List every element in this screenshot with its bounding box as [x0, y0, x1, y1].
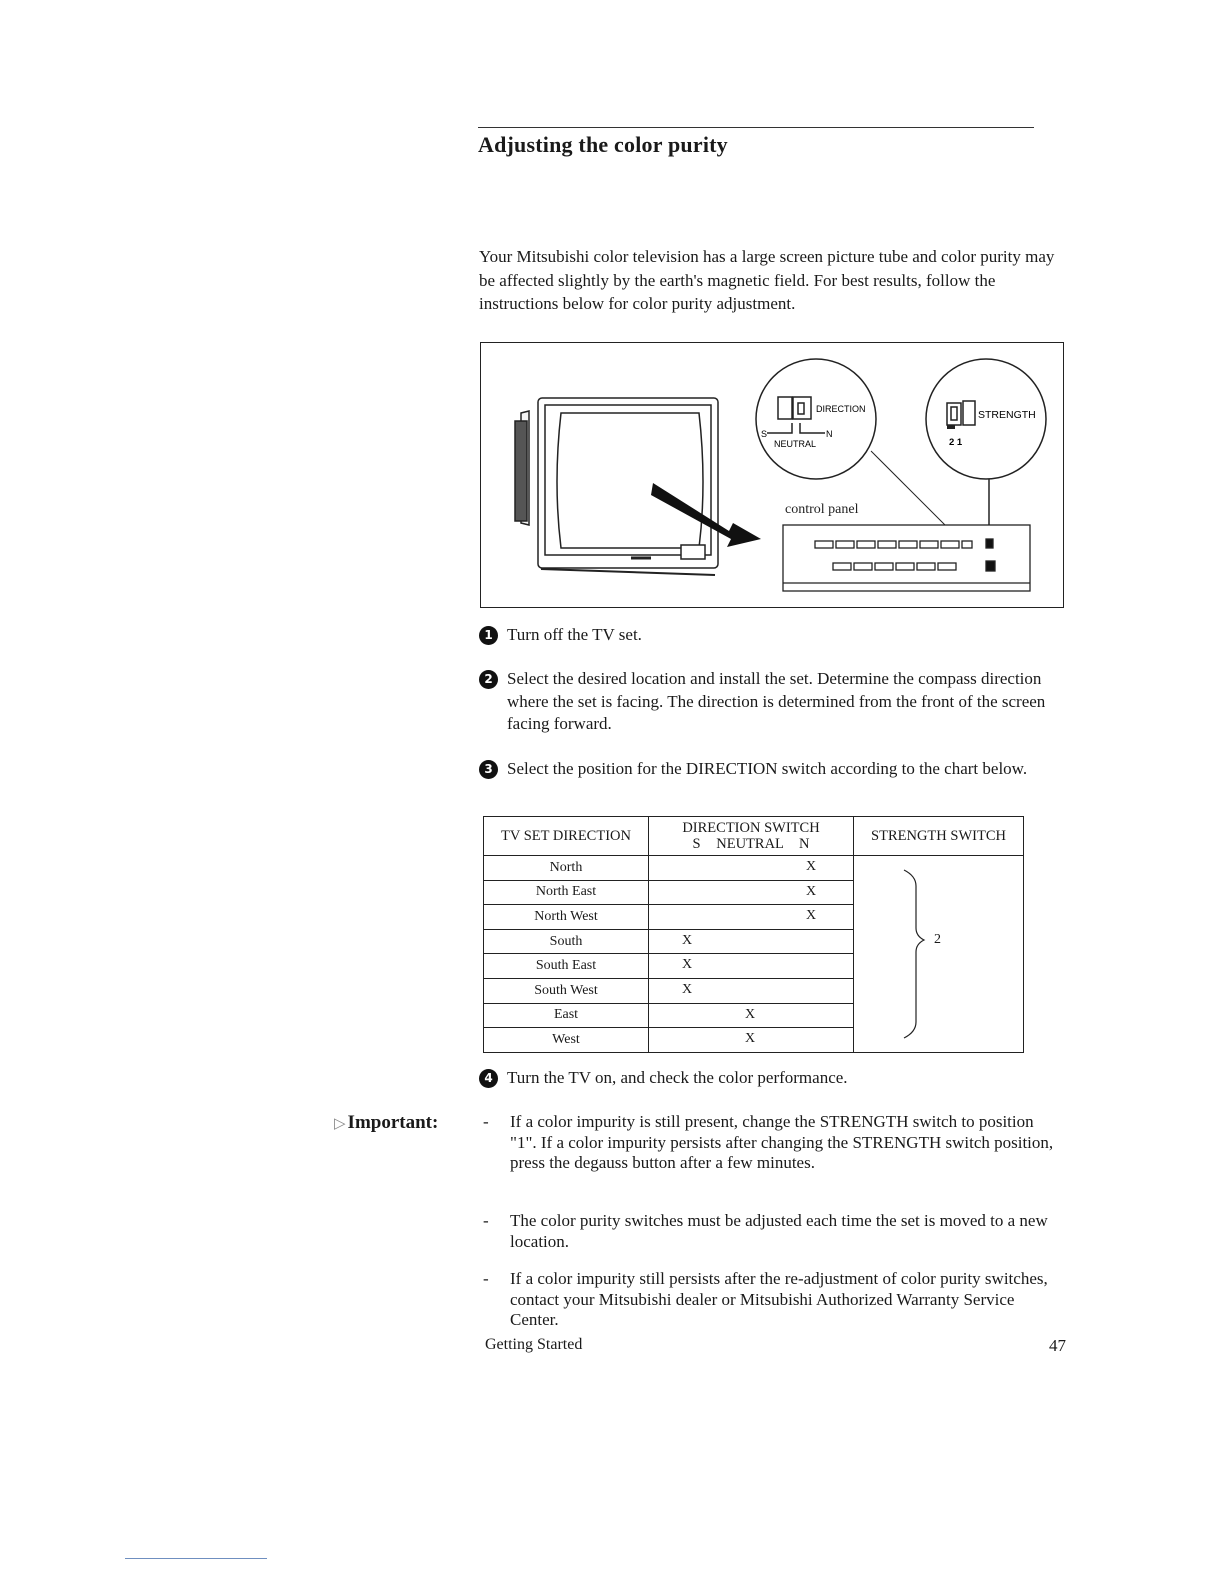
switch-mark: X — [745, 1006, 756, 1022]
direction-label: DIRECTION — [816, 404, 866, 414]
step-4 — [479, 1067, 1069, 1090]
strength-cell — [854, 856, 1024, 1053]
header-direction-switch-positions: S NEUTRAL N — [692, 836, 810, 852]
important-label — [334, 1112, 438, 1134]
note-text: If a color impurity is still present, change the STRENGTH switch to position "1". If a color impurity persists after changing the STRENGTH switch position, press the degauss button after a few minutes. — [510, 1112, 1054, 1172]
intro-paragraph: Your Mitsubishi color television has a large screen picture tube and color purity may be affected slightly by the earth's magnetic field. For best results, follow the instructions below for color purity adjustment. — [479, 247, 1055, 313]
step-text: Select the desired location and install the set. Determine the compass direction where the set is facing. The direction is determined from the front of the screen facing forward. — [507, 669, 1046, 733]
control-panel-label: control panel — [785, 502, 859, 517]
figure-illustration — [481, 343, 1065, 609]
brace-icon — [854, 856, 1023, 1052]
strength-switch-zoom-icon — [926, 359, 1046, 479]
direction-switch-zoom-icon — [756, 359, 876, 479]
step-number-icon: 2 — [479, 670, 498, 689]
direction-cell: North — [484, 856, 649, 881]
direction-cell: South East — [484, 954, 649, 979]
footer-section-name: Getting Started — [485, 1336, 583, 1353]
table-row — [484, 856, 1024, 881]
step-text: Turn the TV on, and check the color performance. — [507, 1068, 848, 1087]
s-label: S — [761, 429, 768, 439]
direction-cell: East — [484, 1003, 649, 1028]
important-note-1 — [483, 1112, 1063, 1174]
strength-value: 2 — [934, 932, 941, 947]
bottom-divider — [125, 1558, 267, 1559]
header-direction-switch — [649, 817, 854, 856]
important-note-2 — [483, 1211, 1063, 1252]
neutral-label: NEUTRAL — [774, 439, 817, 449]
direction-cell: North East — [484, 880, 649, 905]
switch-mark: X — [806, 883, 817, 899]
step-2 — [479, 668, 1069, 736]
note-dash: - — [483, 1112, 489, 1131]
header-strength-switch: STRENGTH SWITCH — [854, 817, 1024, 856]
strength-positions: 2 1 — [949, 437, 963, 448]
header-direction-switch-title: DIRECTION SWITCH — [682, 820, 820, 836]
page-title: Adjusting the color purity — [478, 132, 728, 157]
note-dash: - — [483, 1211, 489, 1230]
note-text: If a color impurity still persists after the re-adjustment of color purity switches, contact your Mitsubishi dealer or Mitsubishi Authorized Warranty Service Center. — [510, 1269, 1048, 1329]
strength-label: STRENGTH — [978, 409, 1036, 421]
switch-mark: X — [682, 981, 693, 997]
triangle-pointer-icon: ▷ — [334, 1116, 346, 1132]
important-note-3 — [483, 1269, 1063, 1331]
direction-chart-table — [483, 816, 1024, 1053]
tv-set-icon — [515, 398, 718, 575]
direction-cell: South — [484, 929, 649, 954]
step-text: Select the position for the DIRECTION switch according to the chart below. — [507, 759, 1028, 778]
step-text: Turn off the TV set. — [507, 625, 642, 644]
switch-mark: X — [806, 859, 817, 874]
direction-cell: North West — [484, 905, 649, 930]
switch-mark: X — [682, 957, 693, 973]
step-number-icon: 3 — [479, 760, 498, 779]
important-label-text: Important: — [347, 1112, 439, 1133]
step-number-icon: 4 — [479, 1069, 498, 1088]
tv-control-panel-figure — [480, 342, 1064, 608]
control-panel-icon — [783, 525, 1030, 591]
footer-page-number: 47 — [1049, 1336, 1066, 1355]
step-1 — [479, 624, 1069, 647]
direction-cell: West — [484, 1028, 649, 1053]
switch-mark: X — [682, 932, 693, 948]
direction-cell: South West — [484, 978, 649, 1003]
note-dash: - — [483, 1269, 489, 1288]
title-rule — [478, 127, 1034, 128]
n-label: N — [826, 429, 833, 439]
header-tv-set-direction: TV SET DIRECTION — [484, 817, 649, 856]
note-text: The color purity switches must be adjusted each time the set is moved to a new location. — [510, 1211, 1048, 1251]
step-3 — [479, 758, 1069, 781]
switch-mark: X — [806, 908, 817, 924]
switch-mark: X — [745, 1031, 756, 1047]
step-number-icon: 1 — [479, 626, 498, 645]
